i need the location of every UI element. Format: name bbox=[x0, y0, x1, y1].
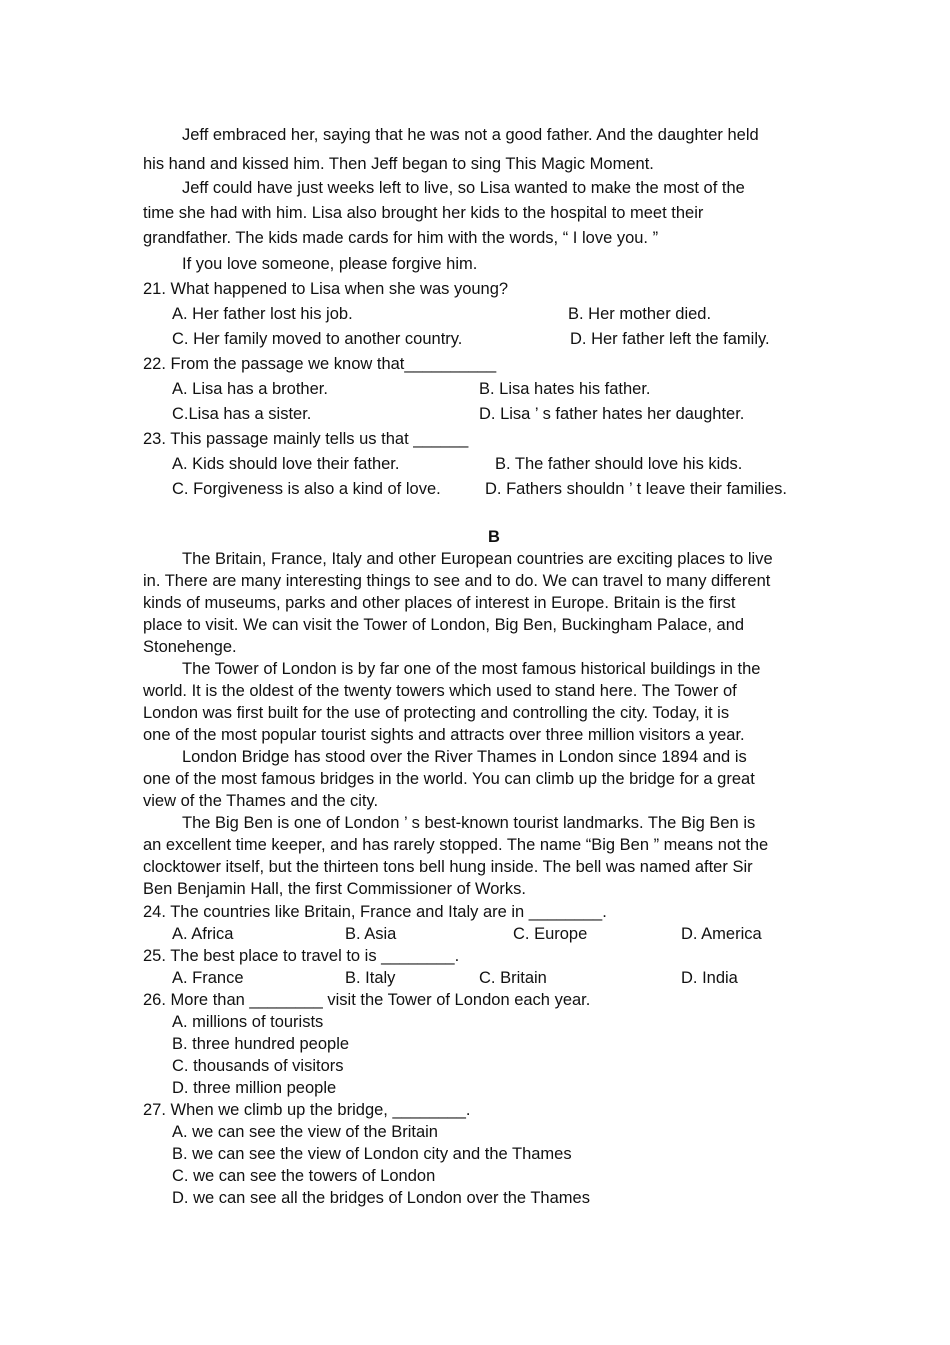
passage-b-line: clocktower itself, but the thirteen tons bell hung inside. The bell was named after Sir bbox=[143, 858, 753, 876]
answer-option: A. millions of tourists bbox=[172, 1013, 324, 1031]
answer-option: B. three hundred people bbox=[172, 1035, 350, 1053]
answer-option: A. Kids should love their father. bbox=[172, 455, 400, 473]
passage-b-line: London was first built for the use of protecting and controlling the city. Today, it is bbox=[143, 704, 730, 722]
answer-option: B. Asia bbox=[345, 925, 397, 943]
question-stem: 23. This passage mainly tells us that ______ bbox=[143, 430, 469, 448]
question-stem: 26. More than ________ visit the Tower of London each year. bbox=[143, 991, 591, 1009]
passage-b-line: London Bridge has stood over the River Thames in London since 1894 and is bbox=[182, 748, 747, 766]
passage-a-line: grandfather. The kids made cards for him with the words, “ I love you. ” bbox=[143, 229, 659, 247]
passage-b-line: one of the most popular tourist sights and attracts over three million visitors a year. bbox=[143, 726, 745, 744]
passage-b-line: Stonehenge. bbox=[143, 638, 237, 656]
answer-option: C. thousands of visitors bbox=[172, 1057, 344, 1075]
passage-a-line: time she had with him. Lisa also brought her kids to the hospital to meet their bbox=[143, 204, 704, 222]
answer-option: B. Her mother died. bbox=[568, 305, 712, 323]
passage-b-line: The Britain, France, Italy and other European countries are exciting places to live bbox=[182, 550, 773, 568]
answer-option: A. we can see the view of the Britain bbox=[172, 1123, 438, 1141]
section-heading: B bbox=[488, 528, 500, 546]
passage-b-line: The Big Ben is one of London ’ s best-known tourist landmarks. The Big Ben is bbox=[182, 814, 756, 832]
passage-b-line: one of the most famous bridges in the world. You can climb up the bridge for a great bbox=[143, 770, 755, 788]
answer-option: B. Italy bbox=[345, 969, 396, 987]
answer-option: D. America bbox=[681, 925, 762, 943]
question-stem: 21. What happened to Lisa when she was young? bbox=[143, 280, 509, 298]
passage-b-line: place to visit. We can visit the Tower of London, Big Ben, Buckingham Palace, and bbox=[143, 616, 745, 634]
answer-option: D. three million people bbox=[172, 1079, 337, 1097]
question-stem: 27. When we climb up the bridge, ________. bbox=[143, 1101, 471, 1119]
passage-b-line: an excellent time keeper, and has rarely stopped. The name “Big Ben ” means not the bbox=[143, 836, 769, 854]
answer-option: C. Her family moved to another country. bbox=[172, 330, 463, 348]
answer-option: A. Africa bbox=[172, 925, 234, 943]
question-stem: 22. From the passage we know that__________ bbox=[143, 355, 497, 373]
answer-option: A. Lisa has a brother. bbox=[172, 380, 328, 398]
question-stem: 25. The best place to travel to is ________. bbox=[143, 947, 460, 965]
answer-option: D. India bbox=[681, 969, 738, 987]
answer-option: B. Lisa hates his father. bbox=[479, 380, 651, 398]
answer-option: D. Her father left the family. bbox=[570, 330, 770, 348]
answer-option: A. Her father lost his job. bbox=[172, 305, 353, 323]
answer-option: C. Forgiveness is also a kind of love. bbox=[172, 480, 441, 498]
passage-b-line: in. There are many interesting things to see and to do. We can travel to many different bbox=[143, 572, 771, 590]
answer-option: D. Lisa ’ s father hates her daughter. bbox=[479, 405, 745, 423]
passage-a-line: his hand and kissed him. Then Jeff began to sing This Magic Moment. bbox=[143, 155, 654, 173]
answer-option: C. Europe bbox=[513, 925, 588, 943]
answer-option: D. Fathers shouldn ’ t leave their families. bbox=[485, 480, 788, 498]
passage-a-line: If you love someone, please forgive him. bbox=[182, 255, 478, 273]
passage-b-line: world. It is the oldest of the twenty towers which used to stand here. The Tower of bbox=[143, 682, 737, 700]
passage-b-line: view of the Thames and the city. bbox=[143, 792, 379, 810]
question-stem: 24. The countries like Britain, France and Italy are in ________. bbox=[143, 903, 607, 921]
passage-b-line: kinds of museums, parks and other places of interest in Europe. Britain is the first bbox=[143, 594, 736, 612]
answer-option: B. The father should love his kids. bbox=[495, 455, 743, 473]
passage-b-line: Ben Benjamin Hall, the first Commissioner of Works. bbox=[143, 880, 526, 898]
passage-b-line: The Tower of London is by far one of the most famous historical buildings in the bbox=[182, 660, 761, 678]
answer-option: A. France bbox=[172, 969, 244, 987]
answer-option: C.Lisa has a sister. bbox=[172, 405, 312, 423]
passage-a-line: Jeff embraced her, saying that he was not a good father. And the daughter held bbox=[182, 126, 759, 144]
answer-option: C. Britain bbox=[479, 969, 547, 987]
answer-option: D. we can see all the bridges of London over the Thames bbox=[172, 1189, 590, 1207]
answer-option: C. we can see the towers of London bbox=[172, 1167, 436, 1185]
answer-option: B. we can see the view of London city and the Thames bbox=[172, 1145, 572, 1163]
passage-a-line: Jeff could have just weeks left to live, so Lisa wanted to make the most of the bbox=[182, 179, 745, 197]
